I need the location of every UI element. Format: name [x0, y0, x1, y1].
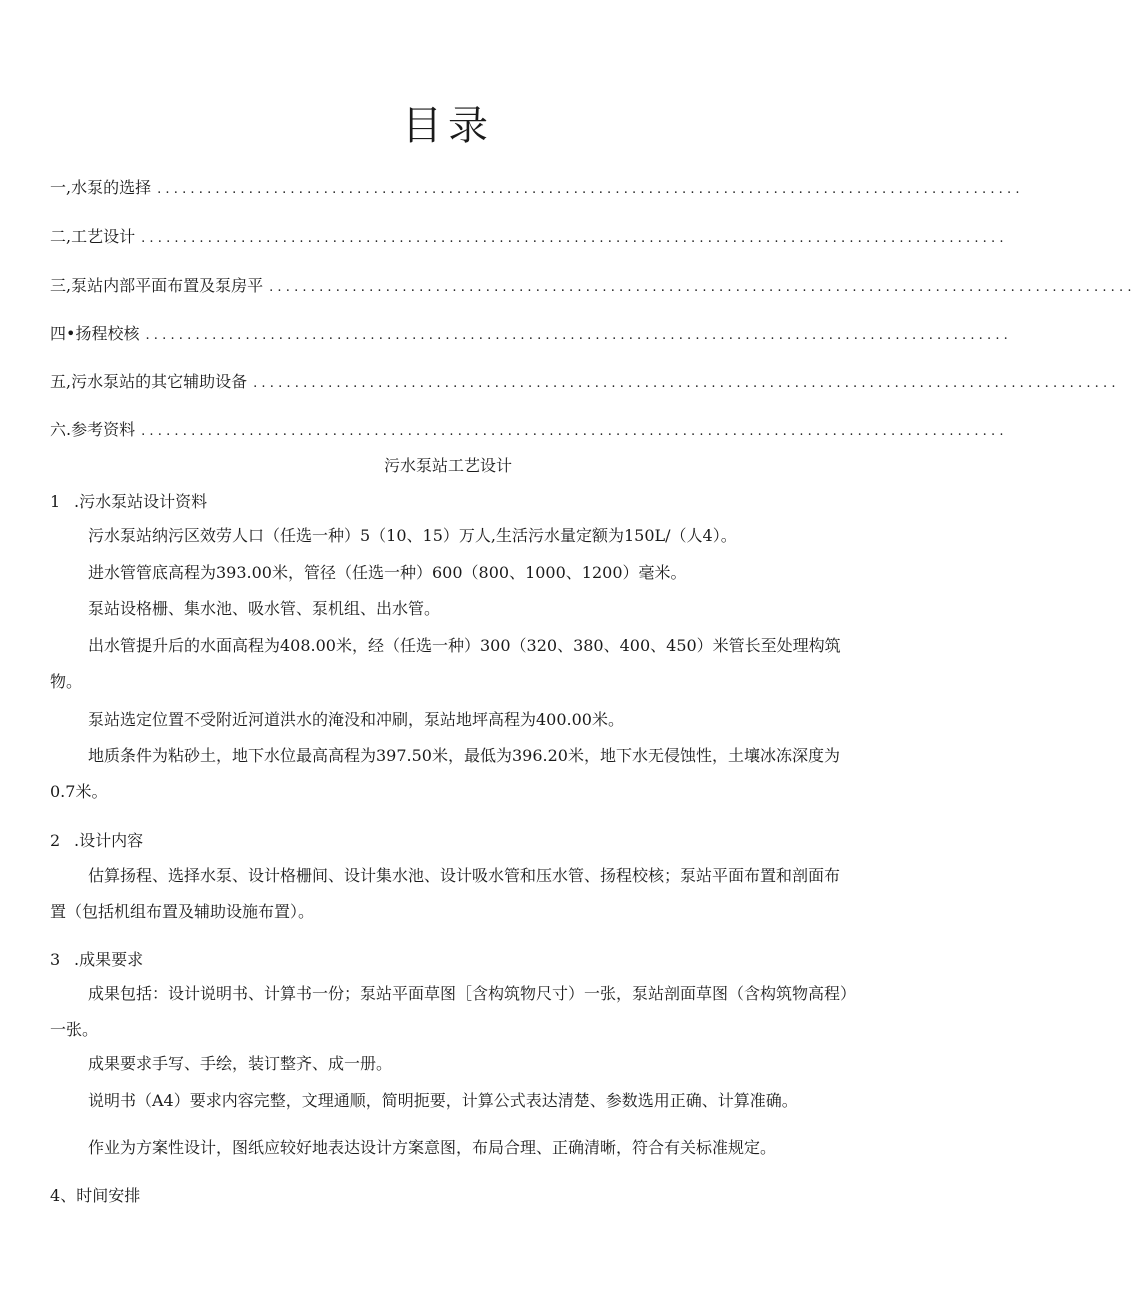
toc-entry-label: 四•扬程校核: [50, 324, 140, 343]
toc-entry[interactable]: [50, 225, 1008, 249]
toc-entry-label: 二,工艺设计: [50, 227, 136, 246]
paragraph: 出水管提升后的水面高程为408.00米，经（任选一种）300（320、380、400、450）米管长至处理构筑物。: [50, 636, 841, 691]
paragraph: 泵站选定位置不受附近河道洪水的淹没和冲刷，泵站地坪高程为400.00米。: [88, 710, 624, 729]
paragraph: 估算扬程、选择水泵、设计格栅间、设计集水池、设计吸水管和压水管、扬程校核；泵站平面布置和剖面布置（包括机组布置及辅助设施布置）。: [50, 866, 841, 921]
toc-leader-dots: ........................................................................................................: [145, 328, 1013, 343]
paragraph: 污水泵站纳污区效劳人口（任选一种）5（10、15）万人,生活污水量定额为150L/（人4）。: [88, 526, 737, 545]
toc-entry-label: 五,污水泵站的其它辅助设备: [50, 372, 248, 391]
section-heading: [50, 829, 143, 853]
section-number: 3: [50, 950, 61, 969]
paragraph: 泵站设格栅、集水池、吸水管、泵机组、出水管。: [88, 599, 441, 618]
toc-entry[interactable]: [50, 274, 1136, 298]
paragraph: 进水管管底高程为393.00米，管径（任选一种）600（800、1000、1200）毫米。: [88, 563, 687, 582]
document-title: 污水泵站工艺设计: [383, 456, 512, 475]
paragraph: 说明书（A4）要求内容完整，文理通顺，简明扼要，计算公式表达清楚、参数选用正确、计算准确。: [88, 1091, 798, 1110]
paragraph: 成果包括：设计说明书、计算书一份；泵站平面草图［含构筑物尺寸）一张，泵站剖面草图（含构筑物高程）一张。: [50, 984, 849, 1039]
toc-leader-dots: ........................................................................................................: [157, 182, 1024, 197]
toc-leader-dots: ........................................................................................................: [141, 231, 1008, 246]
toc-entry[interactable]: [50, 322, 1013, 346]
toc-entry[interactable]: [50, 370, 1120, 394]
paragraph: 成果要求手写、手绘，装订整齐、成一册。: [88, 1054, 393, 1073]
toc-entry-label: 一,水泵的选择: [50, 178, 152, 197]
section-heading-text: .成果要求: [74, 950, 144, 969]
paragraph: 作业为方案性设计，图纸应较好地表达设计方案意图，布局合理、正确清晰，符合有关标准规定。: [88, 1138, 777, 1157]
section-heading-text: .污水泵站设计资料: [74, 492, 208, 511]
paragraph: 地质条件为粘砂土，地下水位最高高程为397.50米，最低为396.20米，地下水无侵蚀性，土壤冰冻深度为0.7米。: [50, 746, 840, 801]
section-number: 4: [50, 1186, 61, 1205]
toc-leader-dots: ........................................................................................................: [141, 424, 1008, 439]
toc-leader-dots: ........................................................................................................: [269, 280, 1136, 295]
toc-entry[interactable]: [50, 176, 1024, 200]
section-heading-text: 、时间安排: [60, 1186, 141, 1205]
toc-entry-label: 三,泵站内部平面布置及泵房平: [50, 276, 264, 295]
section-number: 1: [50, 492, 61, 511]
section-number: 2: [50, 831, 61, 850]
toc-entry[interactable]: [50, 418, 1008, 442]
section-heading: [50, 1184, 140, 1208]
toc-entry-label: 六.参考资料: [50, 420, 136, 439]
toc-leader-dots: ........................................................................................................: [253, 376, 1120, 391]
section-heading: [50, 948, 143, 972]
section-heading-text: .设计内容: [74, 831, 144, 850]
section-heading: [50, 490, 207, 514]
toc-title: 目录: [402, 103, 494, 149]
